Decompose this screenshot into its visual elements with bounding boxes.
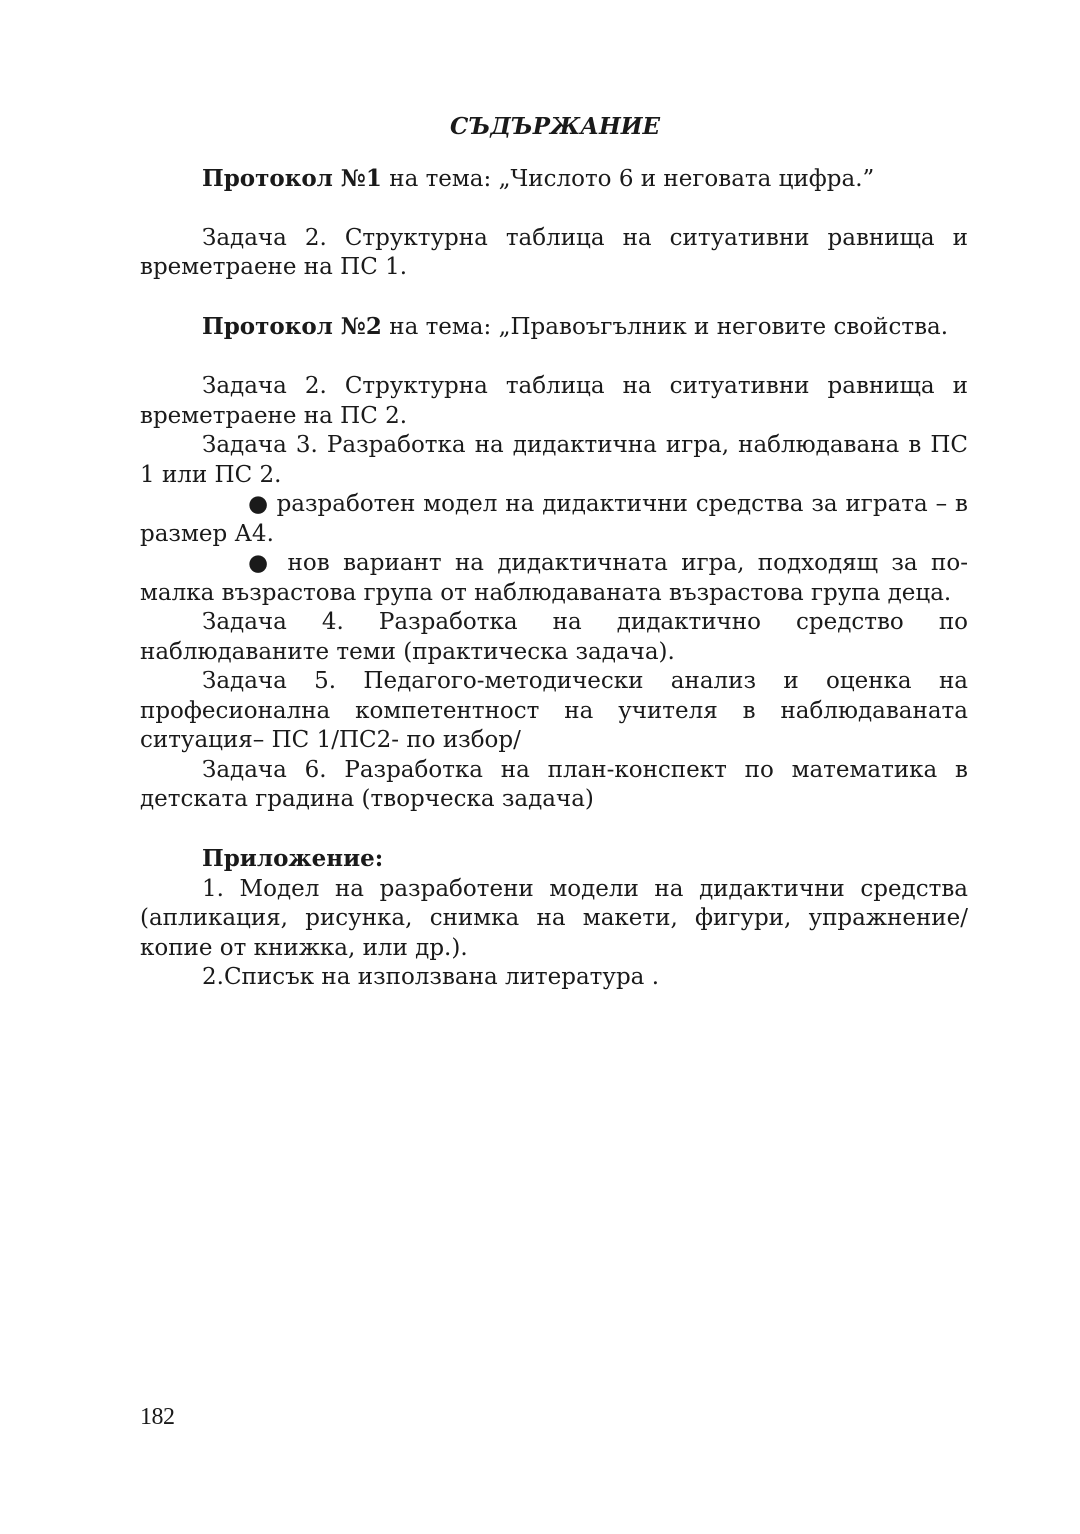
bullet-item-2: ● нов вариант на дидактичната игра, подходящ за по-малка възрастова група от наблюдаваната възрастова група деца. bbox=[140, 550, 968, 606]
protocol-2-label: Протокол №2 bbox=[202, 313, 382, 340]
bullet-item-1: ● разработен модел на дидактични средства за играта – в размер А4. bbox=[140, 491, 968, 547]
appendix-heading bbox=[140, 844, 968, 875]
document-body bbox=[140, 112, 968, 993]
protocol-1-label: Протокол №1 bbox=[202, 164, 382, 192]
protocol-2-task-2: Задача 2. Структурна таблица на ситуативни равнища и времетраене на ПС 2. bbox=[140, 373, 968, 429]
protocol-1-topic: на тема: „Числото 6 и неговата цифра.” bbox=[381, 165, 875, 192]
protocol-1-task-2: Задача 2. Структурна таблица на ситуативни равнища и времетраене на ПС 1. bbox=[140, 224, 968, 280]
appendix-item-1: 1. Модел на разработени модели на дидактични средства (апликация, рисунка, снимка на макети, фигури, упражнение/ копие от книжка, или др.). bbox=[140, 875, 968, 961]
protocol-2-heading bbox=[140, 312, 968, 343]
protocol-1-heading bbox=[140, 164, 968, 195]
protocol-2-topic: на тема: „Правоъгълник и неговите свойства. bbox=[381, 314, 949, 340]
page-title: СЪДЪРЖАНИЕ bbox=[450, 113, 660, 140]
protocol-2-task-5: Задача 5. Педагого-методически анализ и оценка на професионална компетентност на учителя в наблюдаваната ситуация– ПС 1/ПС2- по избор/ bbox=[140, 668, 968, 753]
protocol-2-task-4: Задача 4. Разработка на дидактично средство по наблюдаваните теми (практическа задача). bbox=[140, 609, 968, 665]
page-number: 182 bbox=[140, 1404, 175, 1430]
protocol-2-task-6: Задача 6. Разработка на план-конспект по математика в детската градина (творческа задача) bbox=[140, 756, 968, 812]
appendix-label: Приложение: bbox=[202, 845, 384, 872]
protocol-2-task-3: Задача 3. Разработка на дидактична игра, наблюдавана в ПС 1 или ПС 2. bbox=[140, 432, 968, 488]
appendix-item-2: 2.Списък на използвана литература . bbox=[202, 964, 660, 990]
